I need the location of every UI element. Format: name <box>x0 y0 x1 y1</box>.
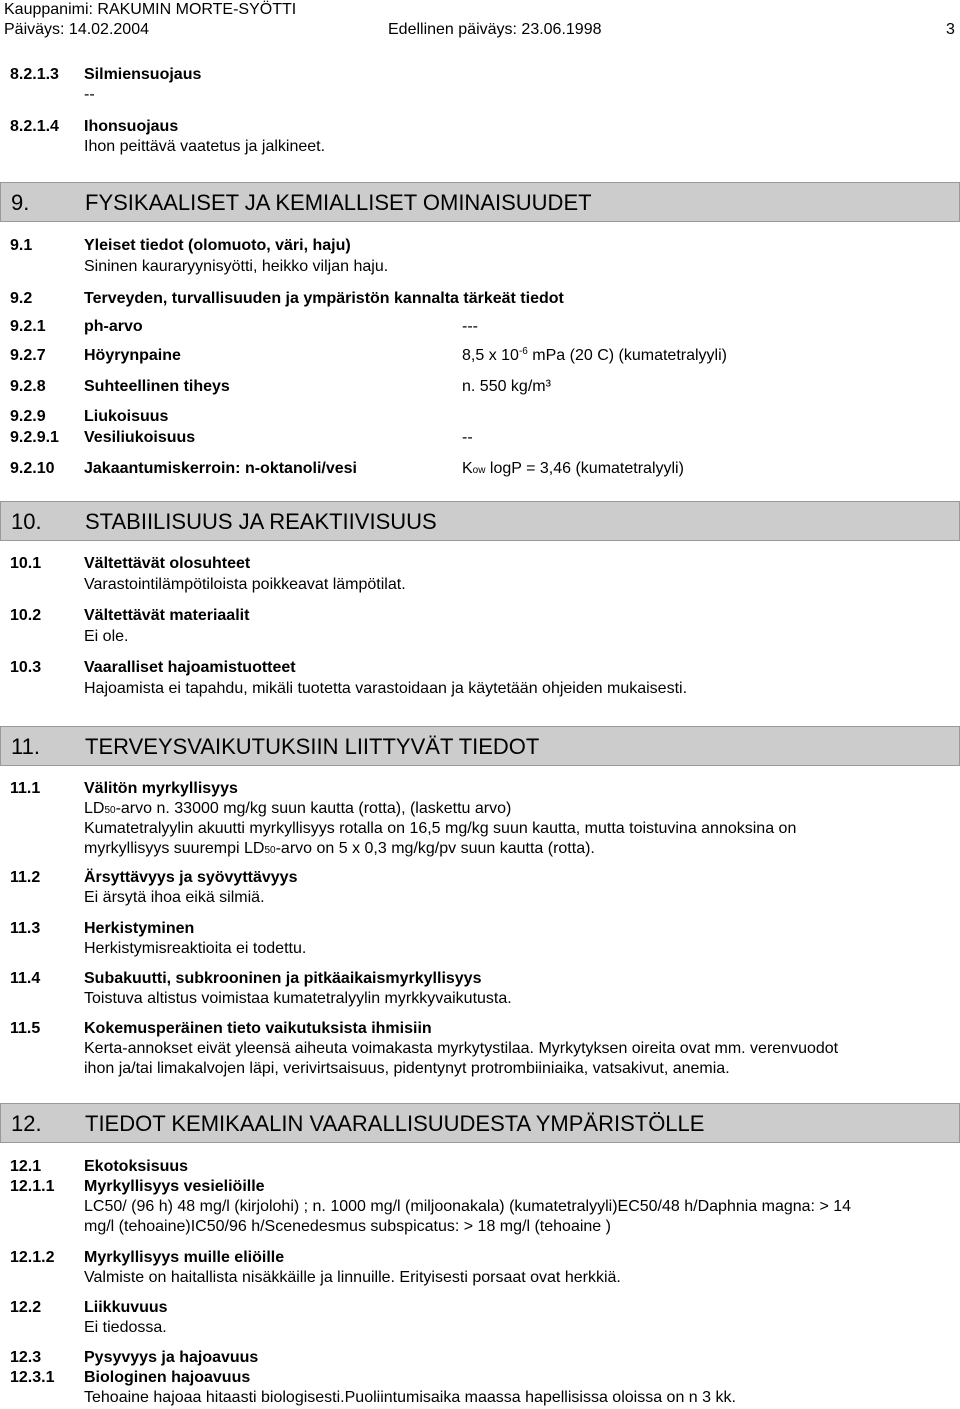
section-heading <box>0 182 960 222</box>
item-number: 8.2.1.3 <box>10 66 59 83</box>
item-title: Kokemusperäinen tieto vaikutuksista ihmisiin <box>84 1020 432 1037</box>
item-title: Liikkuvuus <box>84 1299 168 1316</box>
item-text: Varastointilämpötiloista poikkeavat lämpötilat. <box>84 576 406 593</box>
item-number: 9.2 <box>10 290 33 307</box>
item-title: Silmiensuojaus <box>84 66 202 83</box>
item-text: Ei ole. <box>84 628 129 645</box>
item-number: 11.5 <box>10 1020 41 1037</box>
item-title: Yleiset tiedot (olomuoto, väri, haju) <box>84 237 351 254</box>
property-value: Kow logP = 3,46 (kumatetralyyli) <box>462 460 684 477</box>
item-title: Terveyden, turvallisuuden ja ympäristön kannalta tärkeät tiedot <box>84 290 564 307</box>
section-heading <box>0 726 960 766</box>
item-number: 9.2.1 <box>10 318 46 335</box>
property-value: 8,5 x $10^{-6}$ mPa (20 C) (kumatetralyyli) <box>462 346 727 364</box>
item-number: 8.2.1.4 <box>10 118 59 135</box>
item-number: 10.1 <box>10 555 42 572</box>
item-title: Suhteellinen tiheys <box>84 378 230 395</box>
item-number: 11.3 <box>10 920 41 937</box>
item-number: 11.1 <box>10 780 41 797</box>
page-number: 3 <box>946 21 955 38</box>
item-text: Ihon peittävä vaatetus ja jalkineet. <box>84 138 326 155</box>
item-title: Liukoisuus <box>84 408 169 425</box>
item-number: 12.1 <box>10 1158 42 1175</box>
item-text: Toistuva altistus voimistaa kumatetralyylin myrkkyvaikutusta. <box>84 990 512 1007</box>
section-title: TERVEYSVAIKUTUKSIIN LIITTYVÄT TIEDOT <box>85 734 540 759</box>
section-title: TIEDOT KEMIKAALIN VAARALLISUUDESTA YMPÄRISTÖLLE <box>85 1111 705 1136</box>
property-value: -- <box>462 429 473 446</box>
section-number: 12. <box>11 1111 42 1136</box>
item-title: Herkistyminen <box>84 920 195 937</box>
item-text: LC50/ (96 h) 48 mg/l (kirjolohi) ; n. 1000 mg/l (miljoonakala) (kumatetralyyli)EC50/48 h/Daphnia magna: > 14 <box>84 1198 852 1215</box>
item-text: Valmiste on haitallista nisäkkäille ja linnuille. Erityisesti porsaat ovat herkkiä. <box>84 1269 621 1286</box>
item-title: Ihonsuojaus <box>84 118 179 135</box>
item-title: Ekotoksisuus <box>84 1158 189 1175</box>
property-value: --- <box>462 318 478 335</box>
item-number: 9.2.7 <box>10 347 46 364</box>
item-number: 9.1 <box>10 237 33 254</box>
item-title: Höyrynpaine <box>84 347 181 364</box>
section-title: FYSIKAALISET JA KEMIALLISET OMINAISUUDET <box>85 190 592 215</box>
item-text: Sininen kauraryynisyötti, heikko viljan haju. <box>84 258 389 275</box>
item-text: LD50-arvo n. 33000 mg/kg suun kautta (rotta), (laskettu arvo) <box>84 800 512 817</box>
item-text: ihon ja/tai limakalvojen läpi, verivirtsaisuus, pidentynyt protrombiiniaika, vatsakivut, anemia. <box>84 1060 730 1077</box>
property-value: n. 550 kg/m³ <box>462 378 551 395</box>
section-number: 11. <box>11 734 40 759</box>
item-text: Herkistymisreaktioita ei todettu. <box>84 940 307 957</box>
item-number: 12.2 <box>10 1299 42 1316</box>
item-text: Kumatetralyylin akuutti myrkyllisyys rotalla on 16,5 mg/kg suun kautta, mutta toistuvina annoksina on <box>84 820 797 837</box>
item-text: -- <box>84 86 95 103</box>
section-heading <box>0 501 960 541</box>
item-title: Jakaantumiskerroin: n-oktanoli/vesi <box>84 460 357 477</box>
item-number: 12.1.1 <box>10 1178 55 1195</box>
item-number: 10.2 <box>10 607 42 624</box>
section-number: 9. <box>11 190 30 215</box>
section-title: STABIILISUUS JA REAKTIIVISUUS <box>85 509 437 534</box>
item-number: 10.3 <box>10 659 42 676</box>
item-title: Välitön myrkyllisyys <box>84 780 238 797</box>
item-number: 9.2.9.1 <box>10 429 59 446</box>
item-number: 9.2.10 <box>10 460 55 477</box>
item-title: Myrkyllisyys vesieliöille <box>84 1178 265 1195</box>
item-number: 12.3 <box>10 1349 42 1366</box>
item-number: 11.2 <box>10 869 41 886</box>
item-number: 12.1.2 <box>10 1249 55 1266</box>
item-title: Myrkyllisyys muille eliöille <box>84 1249 285 1266</box>
item-number: 9.2.8 <box>10 378 46 395</box>
item-number: 9.2.9 <box>10 408 46 425</box>
item-text: myrkyllisyys suurempi LD50-arvo on 5 x 0,3 mg/kg/pv suun kautta (rotta). <box>84 840 595 857</box>
item-title: Ärsyttävyys ja syövyttävyys <box>84 869 298 886</box>
section-number: 10. <box>11 509 42 534</box>
item-title: Subakuutti, subkrooninen ja pitkäaikaismyrkyllisyys <box>84 970 482 987</box>
item-text: Kerta-annokset eivät yleensä aiheuta voimakasta myrkytystilaa. Myrkytyksen oireita ovat mm. verenvuodot <box>84 1040 839 1057</box>
item-text: Ei tiedossa. <box>84 1319 167 1336</box>
item-number: 12.3.1 <box>10 1369 55 1386</box>
item-title: Vältettävät materiaalit <box>84 607 250 624</box>
item-text: mg/l (tehoaine)IC50/96 h/Scenedesmus subspicatus: > 18 mg/l (tehoaine ) <box>84 1218 611 1235</box>
header-date: Päiväys: 14.02.2004 <box>4 21 149 38</box>
item-title: Vaaralliset hajoamistuotteet <box>84 659 296 676</box>
item-title: Pysyvyys ja hajoavuus <box>84 1349 259 1366</box>
item-number: 11.4 <box>10 970 41 987</box>
item-title: Vältettävät olosuhteet <box>84 555 251 572</box>
item-title: ph-arvo <box>84 318 143 335</box>
section-heading <box>0 1103 960 1143</box>
item-text: Ei ärsytä ihoa eikä silmiä. <box>84 889 265 906</box>
header-previous-date: Edellinen päiväys: 23.06.1998 <box>388 21 602 38</box>
item-title: Vesiliukoisuus <box>84 429 196 446</box>
item-text: Tehoaine hajoaa hitaasti biologisesti.Puoliintumisaika maassa hapellisissa oloissa on n 3 kk. <box>84 1389 736 1406</box>
item-title: Biologinen hajoavuus <box>84 1369 251 1386</box>
header-product-name: Kauppanimi: RAKUMIN MORTE-SYÖTTI <box>4 1 297 18</box>
item-text: Hajoamista ei tapahdu, mikäli tuotetta varastoidaan ja käytetään ohjeiden mukaisesti. <box>84 680 688 697</box>
